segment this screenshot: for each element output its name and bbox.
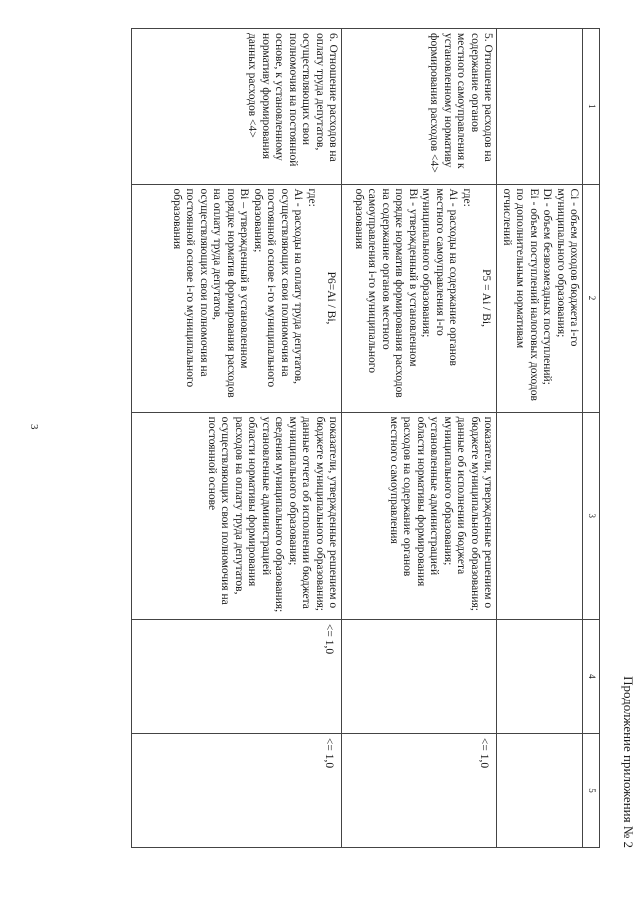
text-line: показатели, утвержденные решением о бюджете муниципального образования; <box>314 416 340 611</box>
row5-col4 <box>342 619 497 733</box>
row6-col4 <box>132 619 342 733</box>
threshold-value: <= 1,0 <box>478 737 491 769</box>
header-cell: 4 <box>583 619 600 733</box>
page-number: 3 <box>28 424 40 430</box>
row0-col1 <box>497 29 583 185</box>
header-cell: 1 <box>583 29 600 185</box>
text-line: данные отчета об исполнении бюджета муниципального образования; <box>287 416 313 609</box>
row5-col3 <box>342 412 497 619</box>
text-line: данные об исполнении бюджета муниципального образования; <box>442 416 468 575</box>
text-line: установленные администрацией области нормативы формирования расходов на оплату труда депутатов, осуществляющих свои полномочия на постоянной основе <box>206 416 272 605</box>
criteria-table <box>132 28 601 848</box>
formula-p6: P6=Ai / Bi, <box>325 271 338 325</box>
text-line: установленные администрацией области нормативы формирования расходов на содержание органов местного самоуправления <box>388 416 441 587</box>
text-line: где: <box>306 188 318 207</box>
row5-col2 <box>342 184 497 412</box>
text-line: Di - объем безвозмездных поступлений; <box>541 188 554 385</box>
text-line: Bi – утвержденный в установленном порядке норматив формирования расходов на оплату труда депутатов, осуществляющих свои полномочия на постоянной основе i-го муниципального образования <box>171 188 251 398</box>
row0-col4 <box>497 619 583 733</box>
formula-p5: P5 = Ai / Bi, <box>480 269 493 327</box>
row6-col1: 6. Отношение расходов на оплату труда депутатов, осуществляющих свои полномочия на постоянной основе, к установленному нормативу формирования данных расходов <4> <box>132 29 342 185</box>
text-line: Bi - утвержденный в установленном порядке норматив формирования расходов на содержание органов местного самоуправления i-го муниципального образования <box>353 188 419 398</box>
threshold-value: <= 1,0 <box>323 623 336 655</box>
row0-col2 <box>497 184 583 412</box>
table-row <box>497 29 583 848</box>
header-cell: 3 <box>583 412 600 619</box>
row6-col5 <box>132 733 342 847</box>
text-line: Ai - расходы на оплату труда депутатов, осуществляющих свои полномочия на постоянной основе i-го муниципального образования; <box>252 188 305 388</box>
row6-col3 <box>132 412 342 619</box>
row0-col3 <box>497 412 583 619</box>
text-line: по дополнительным нормативам отчислений <box>501 188 527 349</box>
row5-col1: 5. Отношение расходов на содержание органов местного самоуправления к установленному нормативу формирования расходов <4> <box>342 29 497 185</box>
row0-col5 <box>497 733 583 847</box>
text-line: где: <box>461 188 473 207</box>
header-cell: 5 <box>583 733 600 847</box>
row5-col5 <box>342 733 497 847</box>
text-line: сведения муниципального образования; <box>273 416 286 613</box>
row6-col2 <box>132 184 342 412</box>
text-line: Ei - объем поступлений налоговых доходов <box>528 188 540 401</box>
rotated-page <box>100 28 636 848</box>
text-line: показатели, утвержденные решением о бюджете муниципального образования; <box>469 416 495 611</box>
table-row <box>132 29 342 848</box>
threshold-value: <= 1,0 <box>323 737 336 769</box>
text-line: Ai - расходы на содержание органов местного самоуправления i-го муниципального образования; <box>420 188 460 366</box>
table-row <box>342 29 497 848</box>
text-line: муниципального образования; <box>555 188 567 338</box>
header-cell: 2 <box>583 184 600 412</box>
appendix-title: Продолжение приложения № 2 <box>621 676 636 848</box>
text-line: Ci - объем доходов бюджета i-го <box>568 188 581 347</box>
header-row <box>583 29 600 848</box>
